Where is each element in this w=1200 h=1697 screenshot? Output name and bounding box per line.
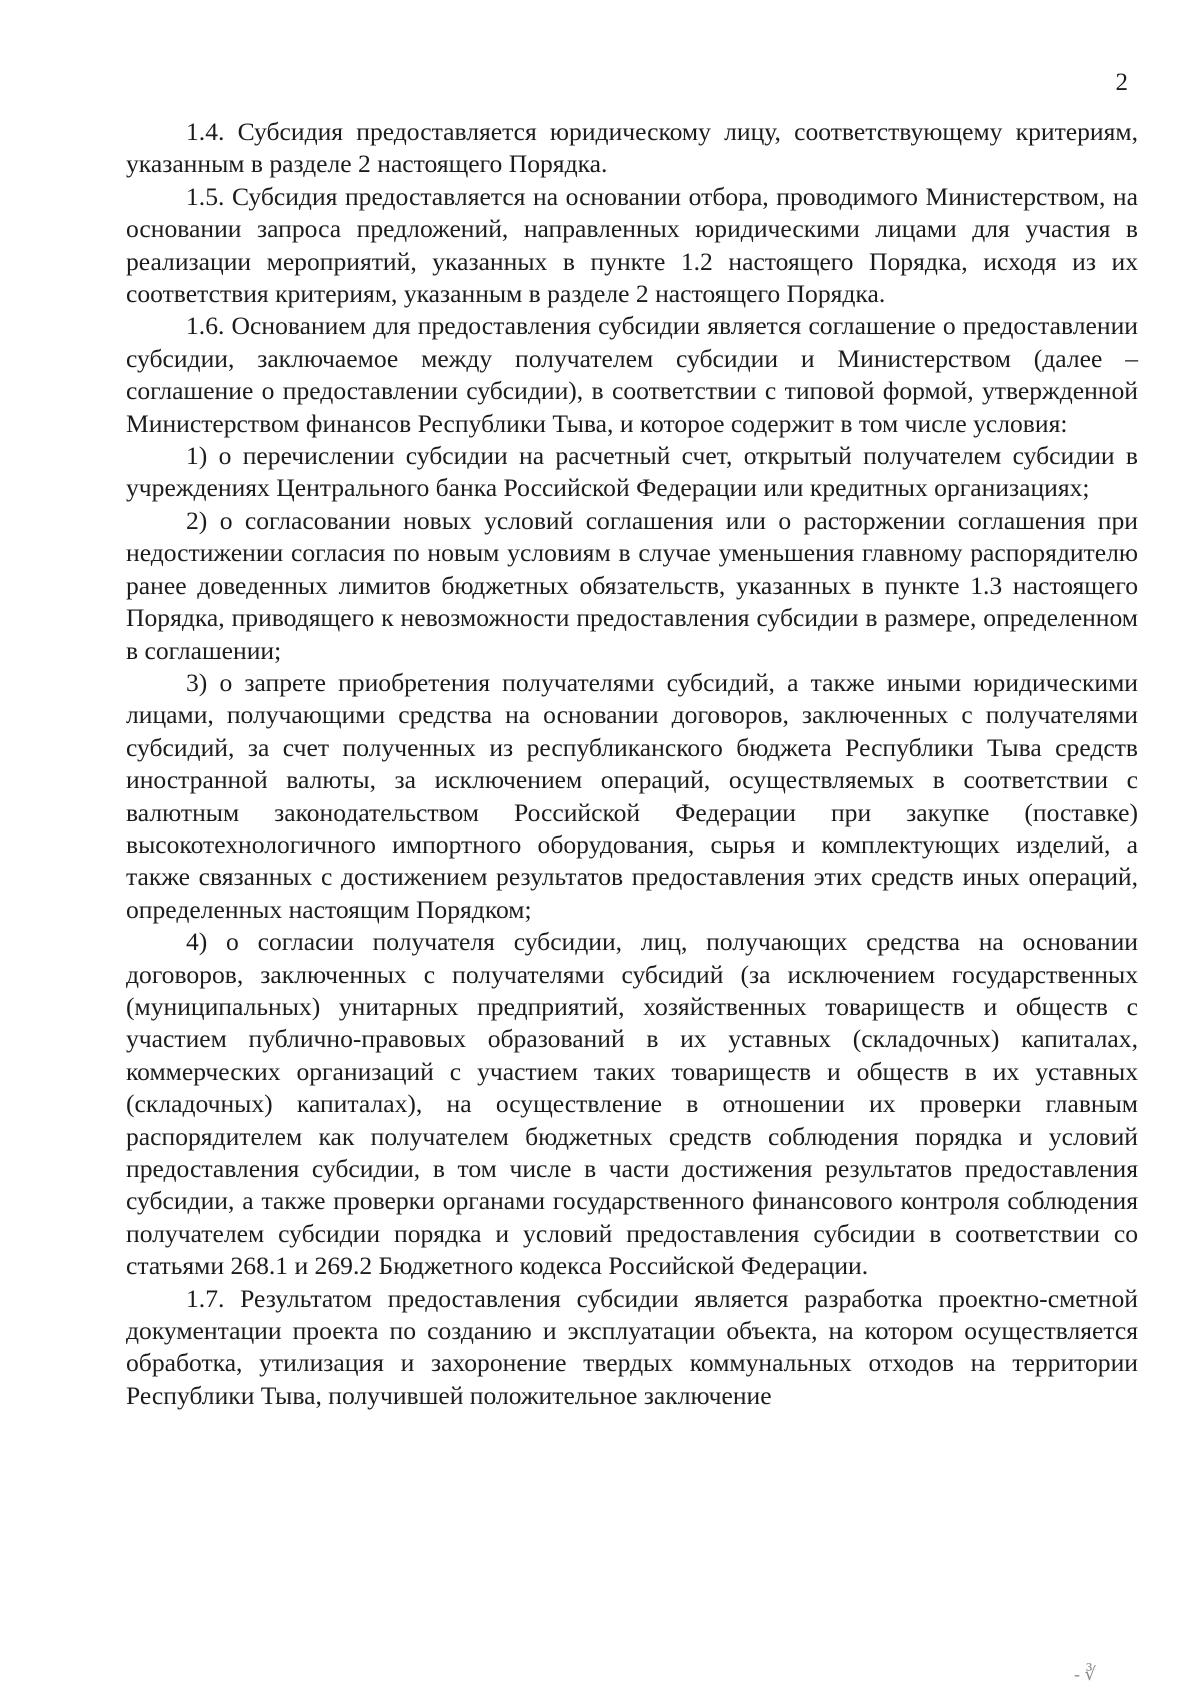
page-number: 2 bbox=[1115, 69, 1128, 96]
list-item-2: 2) о согласовании новых условий соглашения или о расторжении соглашения при недостижении согласия по новым условиям в случае уменьшения главному распорядителю ранее доведенных лимитов бюджетных обязательств, указанных в пункте 1.3 настоящего Порядка, приводящего к невозможности предоставления субсидии в размере, определенном в соглашении; bbox=[126, 505, 1138, 665]
paragraph-1-4: 1.4. Субсидия предоставляется юридическому лицу, соответствующему критериям, указанным в разделе 2 настоящего Порядка. bbox=[126, 117, 1138, 179]
corner-mark: - ∛ bbox=[1074, 1664, 1096, 1684]
paragraph-1-5: 1.5. Субсидия предоставляется на основании отбора, проводимого Министерством, на основании запроса предложений, направленных юридическими лицами для участия в реализации мероприятий, указанных в пункте 1.2 настоящего Порядка, исходя из их соответствия критериям, указанным в разделе 2 настоящего Порядка. bbox=[126, 181, 1138, 309]
list-item-4: 4) о согласии получателя субсидии, лиц, получающих средства на основании договоров, заключенных с получателями субсидий (за исключением государственных (муниципальных) унитарных предприятий, хозяйственных товариществ и обществ с участием публично-правовых образований в их уставных (складочных) капиталах, коммерческих организаций с участием таких товариществ и обществ в их уставных (складочных) капиталах), на осуществление в отношении их проверки главным распорядителем как получателем бюджетных средств соблюдения порядка и условий предоставления субсидии, в том числе в части достижения результатов предоставления субсидии, а также проверки органами государственного финансового контроля соблюдения получателем субсидии порядка и условий предоставления субсидии в соответствии со статьями 268.1 и 269.2 Бюджетного кодекса Российской Федерации. bbox=[126, 927, 1138, 1281]
document-body bbox=[126, 116, 1138, 1412]
list-item-1: 1) о перечислении субсидии на расчетный счет, открытый получателем субсидии в учреждениях Центрального банка Российской Федерации или кредитных организациях; bbox=[126, 441, 1138, 503]
paragraph-1-7: 1.7. Результатом предоставления субсидии является разработка проектно-сметной документации проекта по созданию и эксплуатации объекта, на котором осуществляется обработка, утилизация и захоронение твердых коммунальных отходов на территории Республики Тыва, получившей положительное заключение bbox=[126, 1283, 1138, 1410]
list-item-3: 3) о запрете приобретения получателями субсидий, а также иными юридическими лицами, получающими средства на основании договоров, заключенных с получателями субсидий, за счет полученных из республиканского бюджета Республики Тыва средств иностранной валюты, за исключением операций, осуществляемых в соответствии с валютным законодательством Российской Федерации при закупке (поставке) высокотехнологичного импортного оборудования, сырья и комплектующих изделий, а также связанных с достижением результатов предоставления этих средств иных операций, определенных настоящим Порядком; bbox=[126, 667, 1138, 924]
paragraph-1-6: 1.6. Основанием для предоставления субсидии является соглашение о предоставлении субсидии, заключаемое между получателем субсидии и Министерством (далее – соглашение о предоставлении субсидии), в соответствии с типовой формой, утвержденной Министерством финансов Республики Тыва, и которое содержит в том числе условия: bbox=[126, 311, 1138, 438]
